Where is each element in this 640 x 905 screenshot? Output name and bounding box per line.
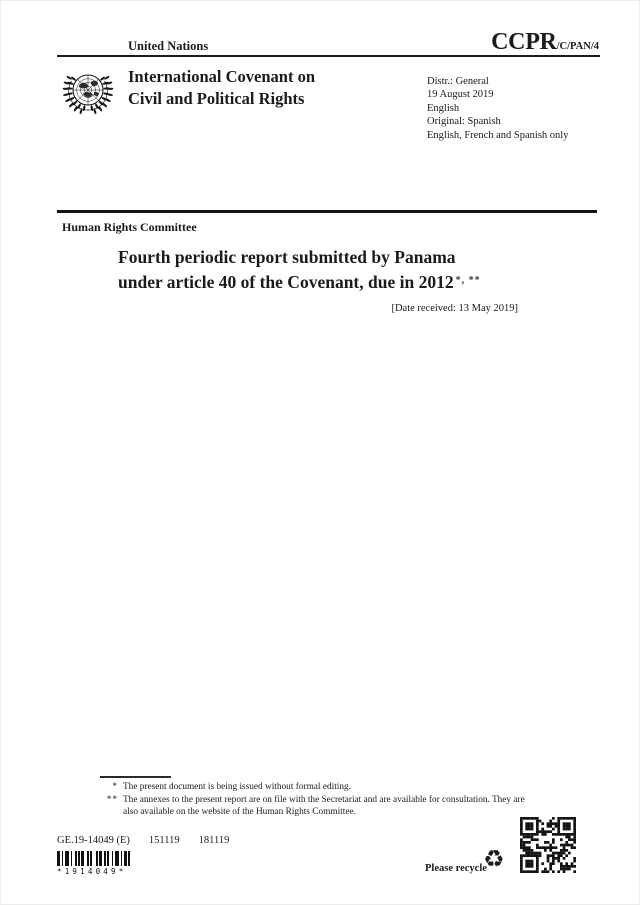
print-date-2: 181119: [198, 835, 230, 846]
footnote-1: [95, 781, 535, 794]
section-rule: [57, 210, 597, 213]
covenant-title-line1: International Covenant on: [128, 67, 316, 86]
ge-number: GE.19-14049 (E): [57, 835, 130, 846]
committee-name: Human Rights Committee: [62, 220, 197, 234]
title-footnote-markers: *, **: [455, 275, 481, 286]
header-rule: [57, 55, 600, 57]
covenant-title: [128, 66, 315, 109]
distr-date: 19 August 2019: [427, 89, 494, 101]
footnote-2: [95, 794, 535, 819]
report-title: [118, 246, 548, 294]
date-received: [Date received: 13 May 2019]: [391, 303, 518, 314]
barcode: [57, 851, 135, 876]
doc-symbol-suffix: /C/PAN/4: [556, 41, 599, 52]
footnote-rule: [100, 776, 171, 778]
qr-code: [520, 817, 576, 873]
covenant-title-line2: Civil and Political Rights: [128, 88, 305, 108]
recycle-icon: ♻: [483, 845, 505, 873]
footnote-2-text: The annexes to the present report are on file with the Secretariat and are available for consultation. They are also available on the website of the Human Rights Committee.: [123, 794, 525, 818]
distr-line: Distr.: General: [427, 76, 489, 87]
footnote-1-text: The present document is being issued without formal editing.: [123, 782, 351, 792]
footnote-2-marker: **: [106, 794, 118, 805]
un-emblem-icon: [58, 62, 118, 122]
report-title-line1: Fourth periodic report submitted by Panama: [118, 247, 456, 267]
distr-languages-note: English, French and Spanish only: [427, 129, 569, 141]
ge-reference-line: [57, 835, 229, 846]
distr-original: Original: Spanish: [427, 116, 501, 128]
recycle-label: Please recycle: [425, 863, 487, 874]
distribution-block: [427, 75, 568, 142]
footnotes: [95, 781, 535, 819]
org-name: United Nations: [128, 39, 209, 53]
footnote-1-marker: *: [112, 782, 118, 792]
report-title-line2: under article 40 of the Covenant, due in 2012: [118, 272, 454, 292]
distr-language: English: [427, 102, 460, 114]
print-date-1: 151119: [148, 835, 180, 846]
barcode-text: *1914049*: [57, 867, 127, 876]
doc-symbol-main: CCPR: [491, 29, 557, 55]
doc-symbol: [491, 29, 599, 56]
barcode-bars: [57, 851, 135, 866]
